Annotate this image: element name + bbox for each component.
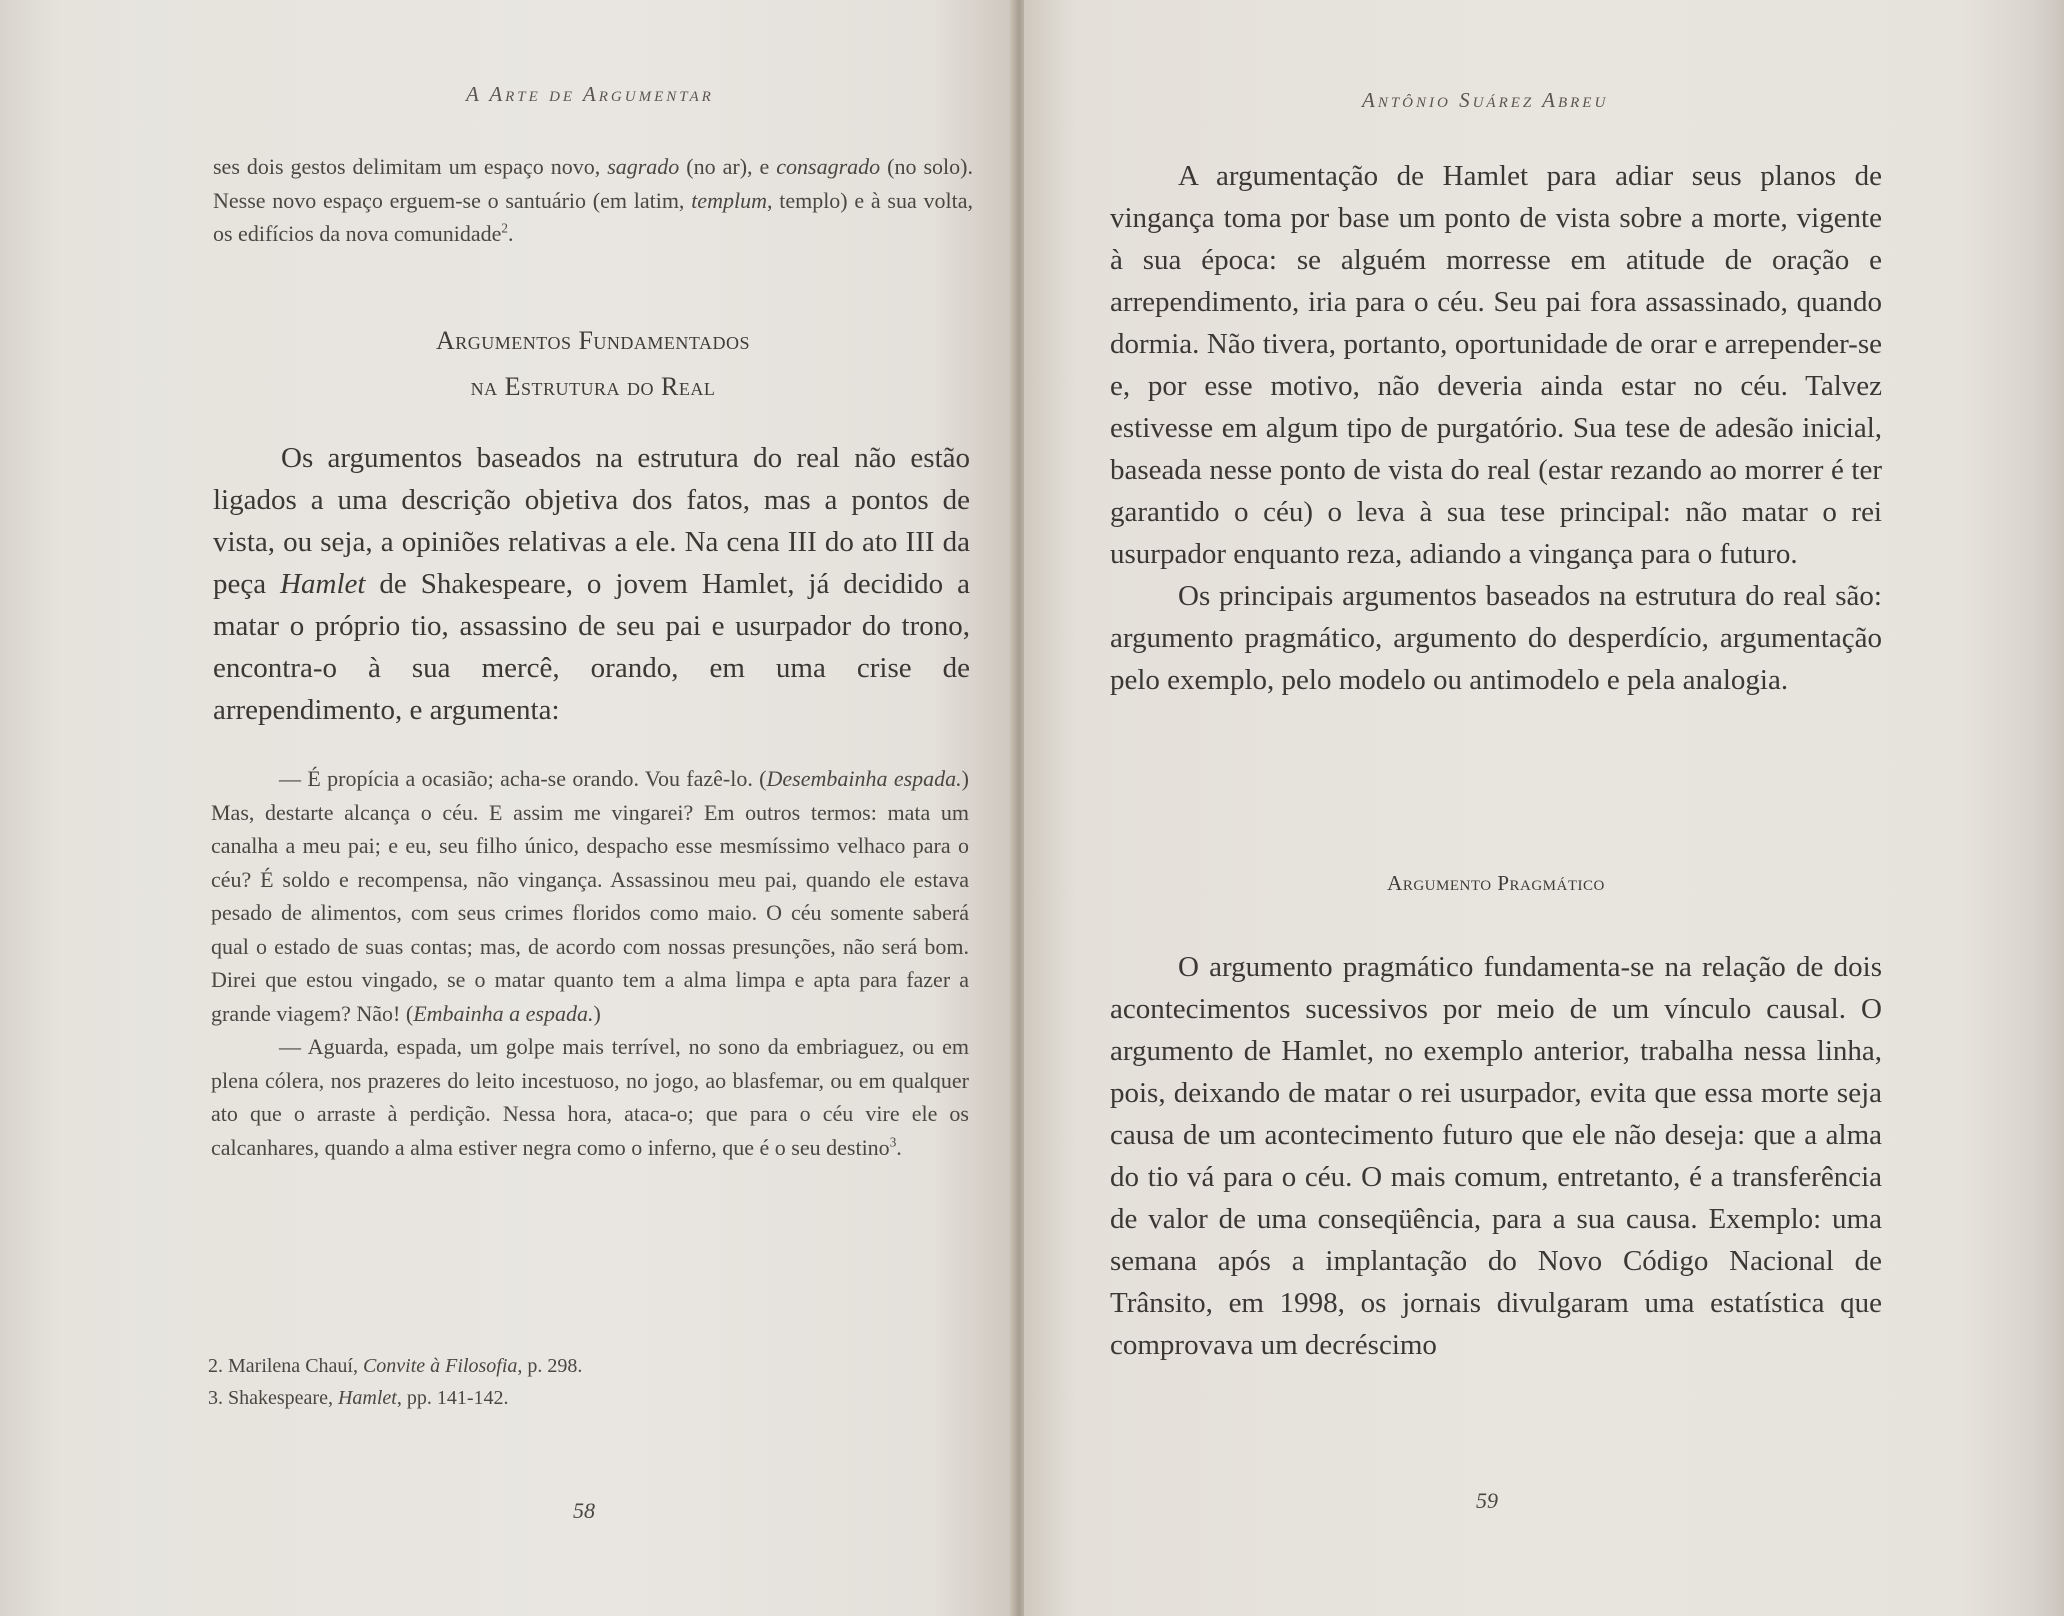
left-opening-paragraph — [213, 150, 973, 251]
italic-term: templum — [691, 187, 767, 213]
right-page — [1024, 0, 2064, 1616]
text-segment: ) Mas, destarte alcança o céu. E assim me vingarei? Em outros termos: mata um canalha a meu pai; e eu, seu filho único, despacho esse mesmíssimo velhaco para o céu? É soldo e recompensa, não vingança. Assassinou meu pai, quando ele estava pesado de alimentos, com seus crimes floridos como maio. O céu somente saberá qual o estado de suas contas; mas, de acordo com nossas presunções, não será bom. Direi que estou vingado, se o matar quanto tem a alma limpa e apta para fazer a grande viagem? Não! ( — [211, 766, 969, 1026]
right-page-number: 59 — [1476, 1488, 1498, 1513]
footnotes — [208, 1350, 582, 1414]
text-segment: de Shakespeare, o jovem Hamlet, já decidido a matar o próprio tio, assassino de seu pai e usurpador do trono, encontra-o à sua mercê, orando, em uma crise de arrependimento, e argumenta: — [213, 568, 970, 726]
left-page-number: 58 — [573, 1498, 595, 1523]
text-segment: — É propícia a ocasião; acha-se orando. Vou fazê-lo. ( — [279, 766, 767, 791]
footnote-title: Convite à Filosofia — [362, 1355, 518, 1377]
text-segment: . — [507, 221, 514, 246]
text-segment: . — [896, 1134, 902, 1160]
footnote-ref[interactable]: 3 — [889, 1134, 897, 1150]
italic-term: consagrado — [776, 154, 881, 179]
stage-direction: Embainha a espada. — [413, 1000, 594, 1026]
italic-title: Hamlet — [280, 568, 366, 600]
text-segment: Os argumentos baseados na estrutura do real não estão ligados a uma descrição objetiva dos fatos, mas a pontos de vista, ou seja, a opiniões relativas a ele. Na cena III do ato III da peça — [213, 442, 970, 600]
paragraph-text: O argumento pragmático fundamenta-se na relação de dois acontecimentos sucessivos por meio de um vínculo causal. O argumento de Hamlet, no exemplo anterior, trabalha nessa linha, pois, deixando de matar o rei usurpador, evita que essa morte seja causa de um acontecimento futuro que ele não deseja: que a alma do tio vá para o céu. O mais comum, entretanto, é a transferência de valor de uma conseqüência, para a sua causa. Exemplo: uma semana após a implantação do Novo Código Nacional de Trânsito, em 1998, os jornais divulgaram uma estatística que comprovava um decréscimo — [1110, 951, 1882, 1361]
footnote-text: , p. 298. — [517, 1355, 583, 1377]
text-segment: ) — [593, 1000, 601, 1026]
footnote-text: 3. Shakespeare, — [208, 1387, 338, 1409]
section-title — [213, 318, 973, 410]
footnote-text: 2. Marilena Chauí, — [208, 1355, 363, 1377]
footnote-ref[interactable]: 2 — [501, 220, 508, 236]
text-segment: (no ar), e — [679, 154, 777, 179]
section-title-line: Argumentos Fundamentados — [436, 326, 750, 355]
text-segment: (no solo). Nesse novo espaço erguem-se o santuário (em latim, — [213, 154, 973, 213]
paragraph-text: A argumentação de Hamlet para adiar seus planos de vingança toma por base um ponto de vista sobre a morte, vigente à sua época: se alguém morresse em atitude de oração e arrependimento, iria para o céu. Seu pai fora assassinado, quando dormia. Não tivera, portanto, oportunidade de orar e arrepender-se e, por esse motivo, não deveria ainda estar no céu. Talvez estivesse em algum tipo de purgatório. Sua tese de adesão inicial, baseada nesse ponto de vista do real (estar rezando ao morrer é ter garantido o céu) o leva à sua tese principal: não matar o rei usurpador enquanto reza, adiando a vingança para o futuro. — [1110, 160, 1882, 570]
stage-direction: Desembainha espada. — [766, 766, 962, 791]
section-title-line: na Estrutura do Real — [470, 372, 716, 401]
right-running-head: Antônio Suárez Abreu — [1362, 88, 1609, 112]
left-page — [0, 0, 1014, 1616]
footnote-text: , pp. 141-142. — [396, 1387, 509, 1409]
text-segment: ses dois gestos delimitam um espaço novo, — [213, 154, 608, 179]
right-paragraph-3 — [1110, 946, 1882, 1366]
footnote — [208, 1382, 582, 1414]
footnote-title: Hamlet — [337, 1387, 397, 1409]
text-segment: — Aguarda, espada, um golpe mais terrível, no sono da embriaguez, ou em plena cólera, nos prazeres do leito incestuoso, no jogo, ao blasfemar, ou em qualquer ato que o arraste à perdição. Nessa hora, ataca-o; que para o céu vire ele os calcanhares, quando a alma estiver negra como o inferno, que é o seu destino — [211, 1034, 969, 1160]
italic-term: sagrado — [607, 154, 680, 179]
right-paragraph-1 — [1110, 155, 1882, 701]
footnote — [208, 1350, 582, 1382]
left-main-paragraph — [213, 437, 970, 731]
text-segment: , templo) e à sua volta, os edifícios da nova comunidade — [213, 187, 973, 246]
subsection-title: Argumento Pragmático — [1387, 871, 1605, 895]
paragraph-text: Os principais argumentos baseados na estrutura do real são: argumento pragmático, argumento do desperdício, argumentação pelo exemplo, pelo modelo ou antimodelo e pela analogia. — [1110, 580, 1882, 696]
left-running-head: A Arte de Argumentar — [466, 82, 714, 106]
hamlet-quote — [211, 762, 969, 1164]
